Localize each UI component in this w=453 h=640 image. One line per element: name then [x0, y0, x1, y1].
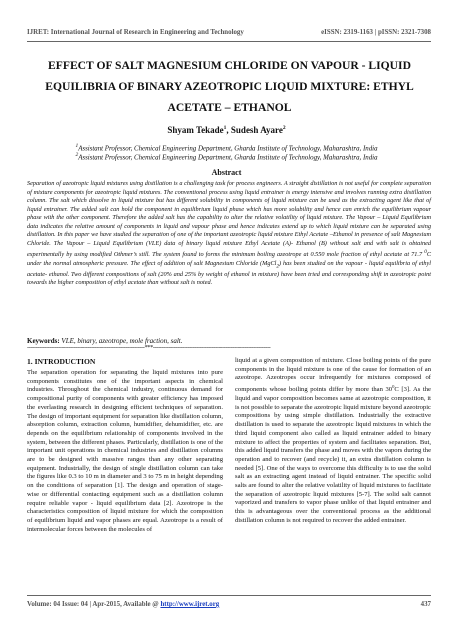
intro-left-column: The separation operation for separating the liquid mixtures into pure components constitutes one of the important aspects in chemical industries. Throughout the chemical industry, continuous demand for compositional purity of components with greater efficiency has imposed the everlasting research in designing efficient techniques of separation. The design of important equipment for separation like distillation column, absorption column, extraction column, humidifier, dehumidifier, etc. are depends on the equilibrium relationship of components involved in the system, between the different phases. Particularly, distillation is one of the important unit operations in chemical industries and distillation columns are to be designed with massive ranges than any other separating equipment. Industrially, the design of single distillation column can take the figures like 0.3 to 10 m in diameter and 3 to 75 m in height depending on the conditions of separation [1]. The design and operation of stage-wise or differential contacting equipment such as a distillation column require reliable vapor - liquid equilibrium data [2]. Azeotrope is the characteristics composition of liquid mixture for which the composition of equilibrium liquid and vapor phases are equal. Azeotrope is a result of intermolecular forces between the molecules of: [27, 369, 223, 533]
intro-right-column: [235, 357, 431, 526]
running-header: [27, 29, 431, 36]
keywords-text: VLE, binary, azeotrope, mole fraction, salt.: [59, 337, 183, 345]
affiliation-sup: 2: [75, 152, 79, 158]
journal-link[interactable]: http://www.ijret.org: [160, 601, 220, 608]
issn: eISSN: 2319-1163 | pISSN: 2321-7308: [321, 29, 431, 36]
header-rule: [27, 41, 431, 42]
footer-volume: [27, 601, 219, 608]
affiliation-text: Assistant Professor, Chemical Engineering Department, Gharda Institute of Technology, Maharashtra, India: [78, 145, 378, 153]
abstract-text: C under the normal atmospheric pressure. The effect of addition of salt Magnesium Chloride (MgCl: [27, 251, 431, 267]
section-heading: 1. INTRODUCTION: [27, 357, 96, 366]
title-line: ACETATE – ETHANOL: [167, 101, 292, 114]
title-line: EFFECT OF SALT MAGNESIUM CHLORIDE ON VAPOUR - LIQUID: [48, 59, 411, 72]
author-name: Sudesh Ayare: [230, 125, 283, 135]
affiliation-text: Assistant Professor, Chemical Engineering Department, Gharda Institute of Technology, Maharashtra, India: [78, 154, 378, 162]
author-sup: 2: [282, 125, 286, 131]
body-text: liquid at a given composition of mixture. Close boiling points of the pure components in the liquid mixture is one of the cause for formation of an azeotrope. Azeotropes occur infrequently for mixtures composed of components whose boiling points differ by more than 30: [235, 357, 431, 394]
affiliation-sup: 1: [75, 143, 79, 149]
abstract-text: Separation of azeotropic liquid mixtures using distillation is a challenging task for process engineers. A straight distillation is not useful for complete separation of mixture components for azeotropic liquid mixtures. The conventional process using liquid entrainer is energy intensive and involves running extra distillation column. The salt which dissolve in liquid mixture but has different solubility in components of liquid mixture can be used as the extracting agent like that of liquid entrainer. The added salt can hold the component in equilibrium liquid phase which has more solubility and hence can enrich the equilibrium vapour phase with the other component. Therefore the added salt has the capability to alter the relative volatility of liquid mixture. The Vapour – Liquid Equilibrium data indicates the relative amount of components in liquid and vapour phase and hence indicates extend up to which liquid mixture can be separated using distillation. In this paper we have studied the separation of one of the important azeotropic liquid mixture Ethyl Acetate –Ethanol in presence of salt Magnesium Chloride. The Vapour – Liquid Equilibrium (VLE) data of binary liquid mixture Ethyl Acetate (A)- Ethanol (B) without salt and with salt is obtained experimentally by using modified Othmer’s still. The system found to forms the minimum boiling azeotrope at 0.550 mole fraction of ethyl acetate at 71.7: [27, 180, 431, 259]
footer-rule: [27, 595, 431, 596]
subscript: 2: [276, 263, 279, 270]
affiliation: [0, 152, 453, 161]
page-number: 437: [420, 601, 431, 608]
footer-volume-text: Volume: 04 Issue: 04 | Apr-2015, Available @: [27, 601, 161, 608]
keywords-label: Keywords:: [27, 337, 60, 345]
title-line: EQUILIBRIA OF BINARY AZEOTROPIC LIQUID MIXTURE: ETHYL: [45, 80, 414, 93]
section-divider: --------------------------------------------------------------------***--------------------------------------------------------------------: [27, 344, 271, 351]
author-separator: ,: [226, 125, 231, 135]
abstract-heading: Abstract: [211, 168, 242, 177]
abstract-body: [27, 180, 431, 288]
authors: [0, 125, 453, 135]
abstract-text: ) has been studied on the vapour - liquid equilibria of ethyl acetate- ethanol. Two different compositions of salt (20% and 25% by weight of ethanol in mixture) have been tried and corresponding shift in azeotropic point towards the higher composition of ethyl acetate than without salt is noted.: [27, 260, 431, 287]
degree-sup: 0: [424, 249, 427, 256]
affiliation: [0, 143, 453, 152]
footer: [27, 601, 431, 608]
author-name: Shyam Tekade: [167, 125, 224, 135]
body-text: C [3]. As the liquid and vapor composition becomes same at azeotropic composition, it is not possible to separate the azeotropic liquid mixture beyond azeotropic compositions by using simple distillation. Industrially the extractive distillation is used to separate the azeotropic liquid mixtures in which the third liquid component also called as liquid entrainer added to binary mixture to affect the properties of system and facilitates separation. But, this added liquid transfers the phase and moves with the vapors during the operation and to recover (and recycle) it, an extra distillation column is needed [5]. One of the ways to overcome this difficulty is to use the solid salt as an extracting agent instead of liquid entrainer. The specific solid salts are found to alter the relative volatility of liquid mixtures to facilitate the separation of azeotropic liquid mixtures [5-7]. The solid salt cannot vaporized and transfers to vapor phase unlike of that liquid entrainer and this is advantageous over the conventional process as the additional distillation column is not required to recover the added entrainer.: [235, 386, 431, 524]
paper-title: [30, 55, 429, 118]
author-sup: 1: [223, 125, 227, 131]
journal-name: IJRET: International Journal of Research in Engineering and Technology: [27, 29, 244, 36]
degree-sup: 0: [392, 384, 395, 390]
